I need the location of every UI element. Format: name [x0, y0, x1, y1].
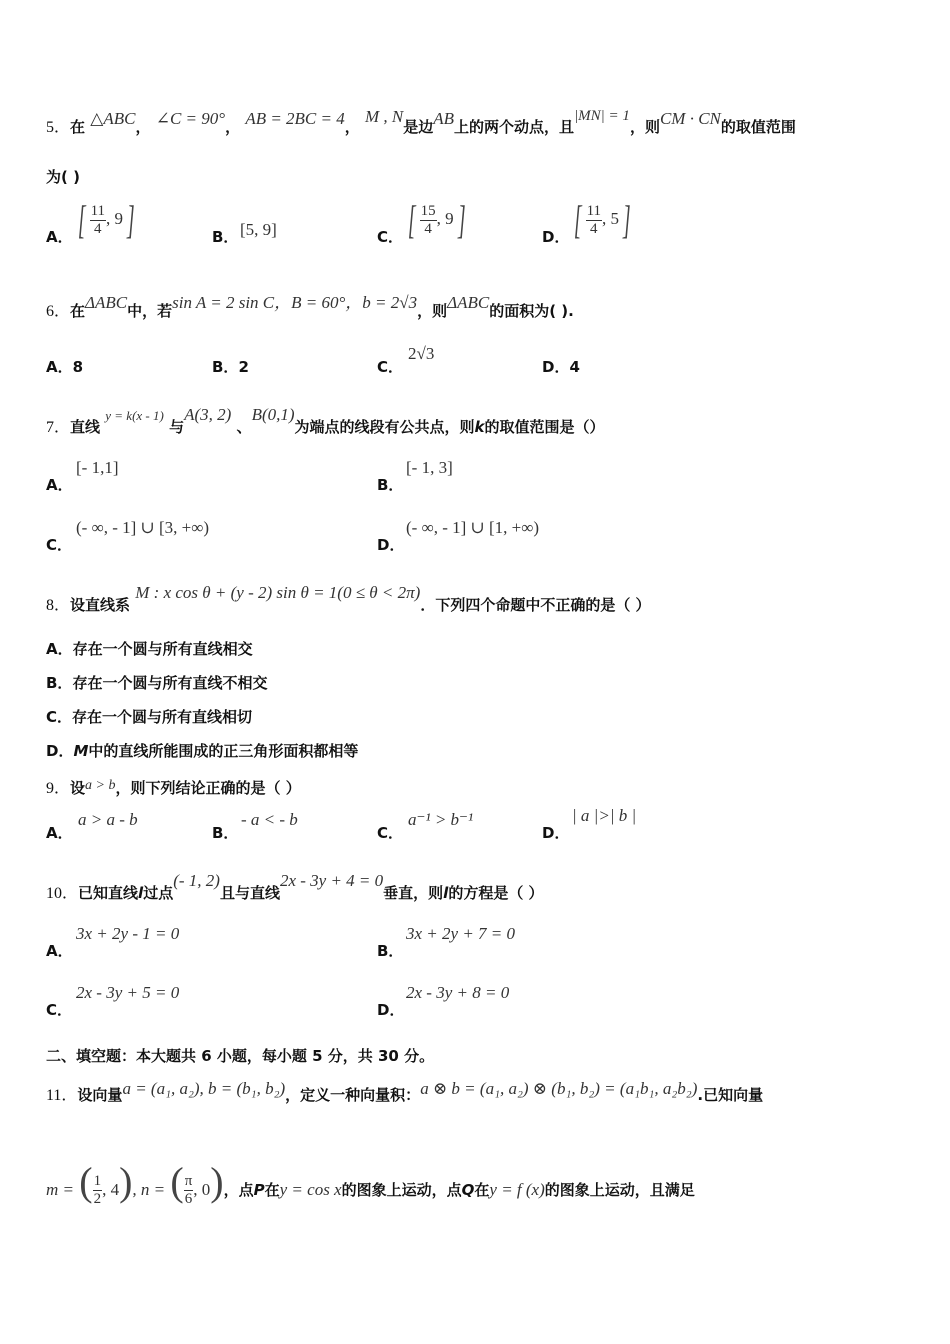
q7-option-d-label[interactable]: D． [377, 536, 405, 554]
q9-option-d-label[interactable]: D． [542, 824, 570, 842]
q6-option-b[interactable]: B．2 [212, 358, 249, 376]
q5-option-b-expr: [5, 9] [240, 220, 277, 239]
question-5-line-2: 为( ) [46, 168, 80, 186]
q5-option-d-expr: [ $\frac{11}{4}$ , 5] [573, 197, 631, 242]
question-10-line: 10．已知直线l过点(- 1, 2)且与直线2x - 3y + 4 = 0垂直，则l的方程是（ ） [46, 871, 544, 902]
q10-option-b-label[interactable]: B． [377, 942, 404, 960]
question-11-line-2: m = ( $\frac{1}{2}$ , 4), n = ( $\frac{\pi}{6}$ , 0)，点P在y = cos x的图象上运动，点Q在y = f (x)的图象上运动，且满足 [46, 1159, 695, 1207]
q8-option-a[interactable]: A．存在一个圆与所有直线相交 [46, 640, 253, 658]
q6-option-c-expr: 2√3 [408, 344, 435, 363]
q5-option-c-label[interactable]: C． [377, 228, 404, 246]
q10-option-a-expr: 3x + 2y - 1 = 0 [76, 924, 180, 943]
q8-option-c[interactable]: C．存在一个圆与所有直线相切 [46, 708, 253, 726]
q10-option-b-expr: 3x + 2y + 7 = 0 [406, 924, 516, 943]
q8-option-b[interactable]: B．存在一个圆与所有直线不相交 [46, 674, 268, 692]
q5-option-a-label[interactable]: A． [46, 228, 73, 246]
q7-option-d-expr: (- ∞, - 1] ∪ [1, +∞) [406, 518, 540, 537]
q10-option-c-label[interactable]: C． [46, 1001, 73, 1019]
q9-option-c-expr: a⁻¹ > b⁻¹ [408, 810, 474, 829]
q7-option-c-expr: (- ∞, - 1] ∪ [3, +∞) [76, 518, 210, 537]
q6-option-d[interactable]: D．4 [542, 358, 580, 376]
question-6-line: 6．在ΔABC中，若sin A = 2 sin C，B = 60°，b = 2√3，则ΔABC的面积为( ). [46, 293, 574, 320]
q10-option-a-label[interactable]: A． [46, 942, 73, 960]
q9-option-a-label[interactable]: A． [46, 824, 73, 842]
q10-option-d-expr: 2x - 3y + 8 = 0 [406, 983, 510, 1002]
q7-option-b-label[interactable]: B． [377, 476, 404, 494]
q5-option-d-label[interactable]: D． [542, 228, 570, 246]
question-8-line: 8．设直线系 M : x cos θ + (y - 2) sin θ = 1(0 ≤ θ < 2π)．下列四个命题中不正确的是（ ） [46, 583, 651, 614]
q5-option-c-expr: [ $\frac{15}{4}$ , 9] [407, 197, 466, 242]
section-2-title: 二、填空题：本大题共 6 小题，每小题 5 分，共 30 分。 [46, 1047, 435, 1065]
q5-option-b-label[interactable]: B． [212, 228, 239, 246]
q9-option-b-expr: - a < - b [241, 810, 298, 829]
q7-option-a-expr: [- 1,1] [76, 458, 119, 477]
q9-option-b-label[interactable]: B． [212, 824, 239, 842]
q9-option-d-expr: | a |>| b | [572, 806, 637, 825]
q7-option-a-label[interactable]: A． [46, 476, 73, 494]
question-5-line-1: 5．在 △ABC， ∠C = 90°， AB = 2BC = 4， M , N是边AB上的两个动点，且|MN| = 1，则CM · CN的取值范围 [46, 107, 796, 136]
q7-option-b-expr: [- 1, 3] [406, 458, 453, 477]
q10-option-d-label[interactable]: D． [377, 1001, 405, 1019]
q9-option-c-label[interactable]: C． [377, 824, 404, 842]
q9-option-a-expr: a > a - b [78, 810, 138, 829]
q7-option-c-label[interactable]: C． [46, 536, 73, 554]
q10-option-c-expr: 2x - 3y + 5 = 0 [76, 983, 180, 1002]
question-11-line-1: 11．设向量a = (a₁, a₂), b = (b₁, b₂)，定义一种向量积：a ⊗ b = (a₁, a₂) ⊗ (b₁, b₂) = (a₁b₁, a₂b₂).已知向量 [46, 1079, 764, 1104]
q6-option-a[interactable]: A．8 [46, 358, 84, 376]
q6-option-c-label[interactable]: C． [377, 358, 404, 376]
q8-option-d[interactable]: D．M中的直线所能围成的正三角形面积都相等 [46, 742, 359, 760]
question-9-line: 9．设a > b，则下列结论正确的是（ ） [46, 778, 301, 797]
q5-option-a-expr: [ $\frac{11}{4}$ , 9] [77, 197, 135, 242]
question-7-line: 7．直线 y = k(x - 1) 与A(3, 2) 、B(0,1)为端点的线段有公共点，则k的取值范围是（） [46, 405, 605, 436]
